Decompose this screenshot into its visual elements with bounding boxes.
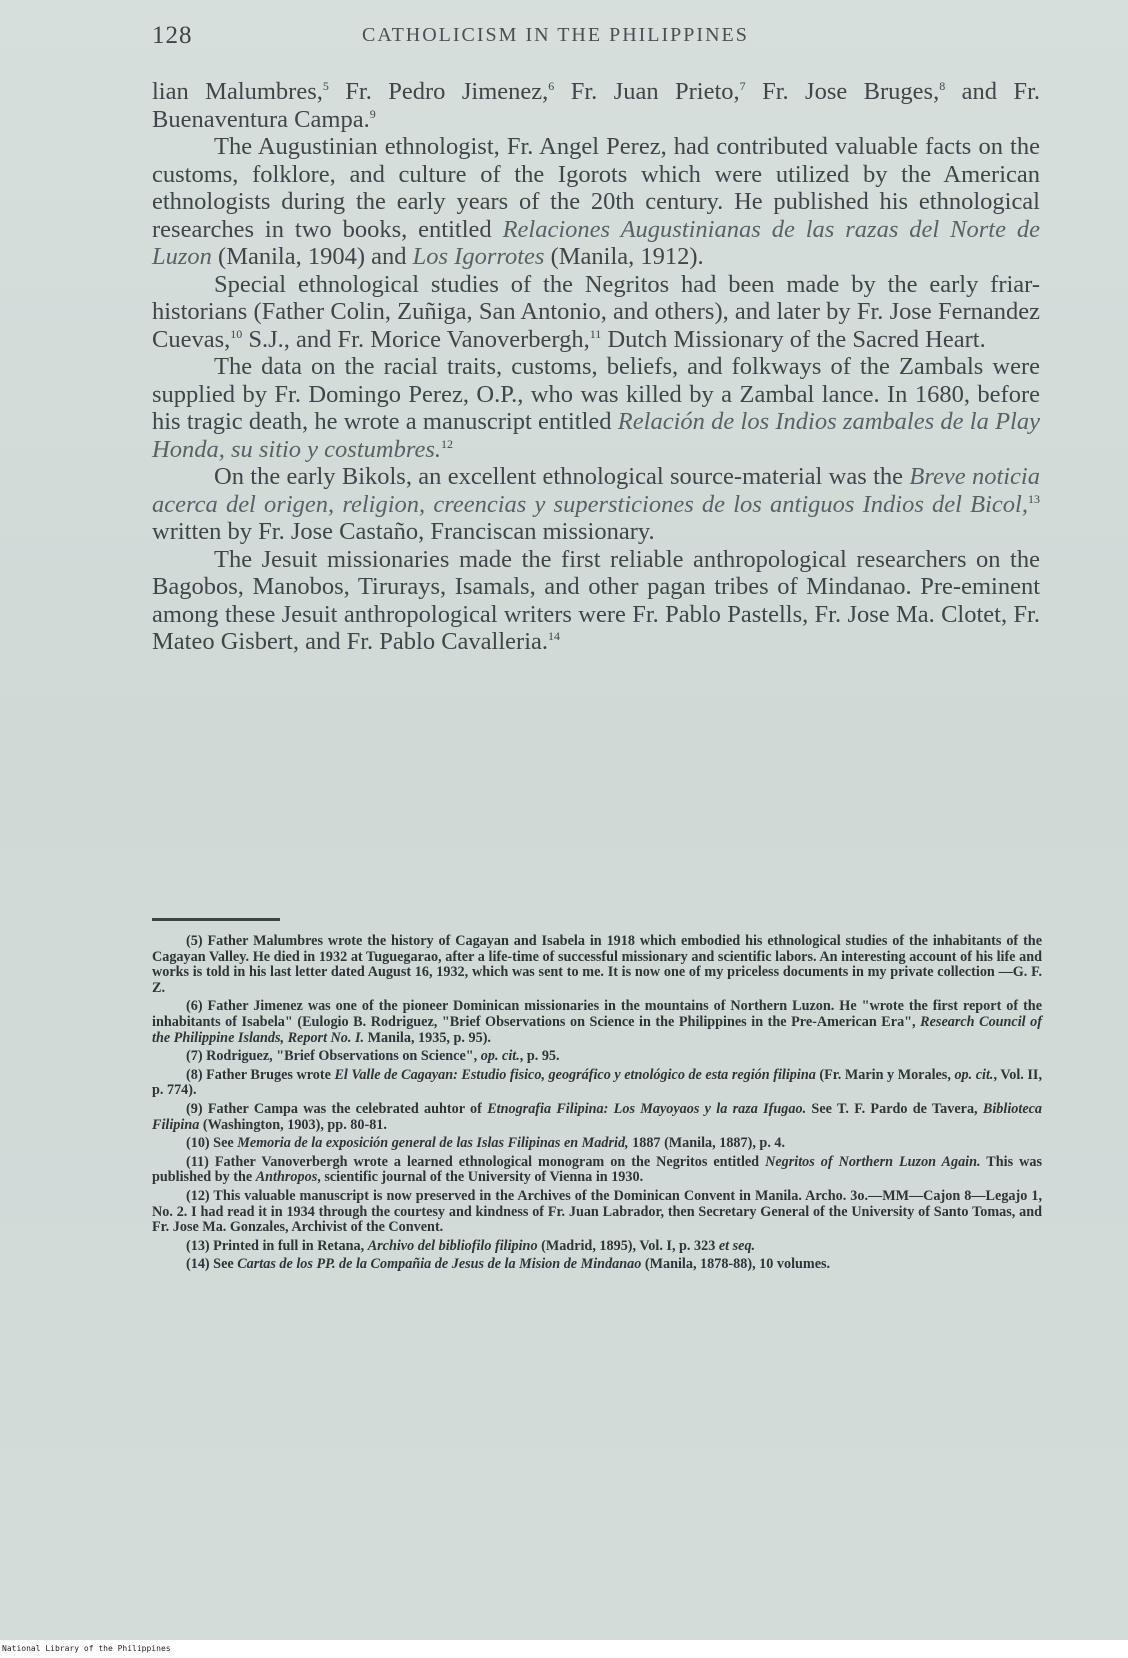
footnote-ref: 12 [441, 436, 453, 451]
text-run: (13) Printed in full in Retana, [186, 1237, 368, 1254]
text-run: lian Malumbres, [152, 78, 323, 105]
text-run: The Augustinian ethnologist, Fr. Angel Perez, had contributed valuable facts on the customs, folklore, and culture of the Igorots which were utilized by the American ethnologists during the early years of the 20th century. He published his ethnological researches in two books, entitled [152, 133, 1040, 243]
citation-title: op. cit. [480, 1048, 520, 1065]
paragraph-5 [152, 463, 1040, 546]
body-text [152, 78, 1040, 656]
text-run: (Manila, 1878-88), 10 volumes. [641, 1256, 831, 1273]
text-run: This was published by the [152, 1153, 1042, 1186]
footnote-ref: 5 [322, 78, 329, 93]
citation-title: El Valle de Cagayan: Estudio fisico, geográfico y etnológico de esta región filipina [334, 1066, 816, 1083]
text-run: S.J., and Fr. Morice Vanoverbergh, [242, 325, 590, 353]
library-credit: National Library of the Philippines [2, 1644, 171, 1653]
book-title: Relaciones Augustinianas de las razas del Norte de Luzon [152, 215, 1041, 270]
footnote-6 [152, 999, 1042, 1046]
footnote-5: (5) Father Malumbres wrote the history of Cagayan and Isabela in 1918 which embodied his ethnological studies of the inhabitants of the Cagayan Valley. He died in 1932 at Tuguegarao, after a life-time of successful missionary and scientific labors. An interesting account of his life and works is told in his last letter dated August 16, 1932, which was sent to me. It is now one of my priceless documents in my private collection —G. F. Z. [152, 933, 1042, 996]
paragraph-1 [152, 78, 1040, 133]
text-run: (11) Father Vanoverbergh wrote a learned ethnological monogram on the Negritos entitled [186, 1153, 766, 1170]
page-number: 128 [152, 22, 193, 49]
footnote-7 [152, 1049, 1042, 1065]
text-run: and Fr. Buenaventura Campa. [152, 78, 1040, 133]
text-run: Fr. Juan Prieto, [554, 78, 740, 105]
text-run: (Manila, 1904) and [211, 243, 413, 270]
citation-title: Negritos of Northern Luzon Again. [765, 1153, 981, 1170]
footnote-ref: 9 [369, 106, 376, 121]
text-run: The Jesuit missionaries made the first reliable anthropological researchers on the Bagobos, Manobos, Tirurays, Isamals, and other pagan tribes of Mindanao. Pre-eminent among these Jesuit anthropological writers were Fr. Pablo Pastells, Fr. Jose Ma. Clotet, Fr. Mateo Gisbert, and Fr. Pablo Cavalleria. [152, 545, 1040, 655]
footnote-ref: 10 [230, 326, 243, 341]
footnotes [152, 934, 1042, 1276]
paragraph-3 [152, 271, 1040, 354]
footnote-ref: 14 [548, 628, 560, 643]
citation-title: et seq. [718, 1237, 756, 1254]
footnote-ref: 11 [589, 326, 602, 341]
book-title: Los Igorrotes [412, 243, 545, 270]
footnote-divider [152, 918, 280, 921]
text-run: (10) See [186, 1135, 238, 1152]
text-run: Dutch Missionary of the Sacred Heart. [601, 325, 986, 353]
footnote-ref: 7 [739, 78, 746, 93]
footnote-8 [152, 1068, 1042, 1099]
text-run: See T. F. Pardo de Tavera, [806, 1100, 983, 1117]
footnote-ref: 8 [939, 78, 946, 93]
footnote-ref: 6 [548, 78, 555, 93]
text-run: (Madrid, 1895), Vol. I, p. 323 [537, 1237, 719, 1254]
manuscript-title: Relación de los Indios zambales de la Play Honda, su sitio y costumbres. [152, 408, 1040, 463]
citation-title: Archivo del bibliofilo filipino [367, 1237, 538, 1254]
text-run: (6) Father Jimenez was one of the pioneer Dominican missionaries in the mountains of Northern Luzon. He "wrote the first report of the inhabitants of Isabela" (Eulogio B. Rodriguez, "Brief Observations on Science in the Philippines in the Pre-American Era", [152, 998, 1042, 1030]
citation-title: Biblioteca Filipina [152, 1100, 1043, 1133]
text-run: (14) See [186, 1256, 238, 1273]
text-run: written by Fr. Jose Castaño, Franciscan missionary. [152, 518, 655, 545]
citation-title: Anthropos [255, 1169, 318, 1186]
paragraph-6 [152, 546, 1040, 656]
text-run: , Vol. II, p. 774). [152, 1066, 1042, 1099]
footnote-12: (12) This valuable manuscript is now preserved in the Archives of the Dominican Convent in Manila. Archo. 3o.—MM—Cajon 8—Legajo 1, No. 2. I had read it in 1934 through the courtesy and kindness of Fr. Juan Labrador, then Secretary General of the University of Santo Tomas, and Fr. Jose Ma. Gonzales, Archivist of the Convent. [152, 1187, 1042, 1236]
footnote-ref: 13 [1028, 491, 1040, 506]
citation-title: Research Council of the Philippine Islands, Report No. I. [152, 1013, 1042, 1046]
text-run: (9) Father Campa was the celebrated auhtor of [186, 1100, 488, 1117]
text-run: (8) Father Bruges wrote [186, 1066, 335, 1083]
running-title: CATHOLICISM IN THE PHILIPPINES [362, 24, 749, 46]
footnote-10 [152, 1136, 1042, 1152]
text-run: (Fr. Marin y Morales, [815, 1066, 955, 1083]
footnote-11 [152, 1155, 1042, 1186]
text-run: On the early Bikols, an excellent ethnological source-material was the [214, 463, 910, 490]
page-header [152, 22, 1042, 56]
text-run: (7) Rodriguez, "Brief Observations on Science", [186, 1048, 481, 1065]
book-title: Breve noticia acerca del origen, religion, creencias y supersticiones de los antiguos Indios del Bicol, [152, 463, 1040, 518]
paragraph-2 [152, 133, 1040, 271]
text-run: The data on the racial traits, customs, beliefs, and folkways of the Zambals were supplied by Fr. Domingo Perez, O.P., who was killed by a Zambal lance. In 1680, before his tragic death, he wrote a manuscript entitled [152, 353, 1040, 435]
citation-title: Etnografia Filipina: Los Mayoyaos y la raza Ifugao. [487, 1100, 807, 1117]
text-run: (Manila, 1912). [544, 243, 704, 270]
text-run: , scientific journal of the University of Vienna in 1930. [317, 1169, 644, 1186]
text-run: Special ethnological studies of the Negritos had been made by the early friar-historians (Father Colin, Zuñiga, San Antonio, and others), and later by Fr. Jose Fernandez Cuevas, [152, 270, 1040, 353]
text-run: , p. 95. [519, 1048, 560, 1065]
footnote-14 [152, 1257, 1042, 1273]
citation-title: Cartas de los PP. de la Compañia de Jesus de la Mision de Mindanao [237, 1256, 642, 1273]
text-run: 1887 (Manila, 1887), p. 4. [628, 1135, 786, 1152]
paragraph-4 [152, 353, 1040, 463]
citation-title: op. cit. [954, 1066, 994, 1083]
footnote-9 [152, 1102, 1042, 1133]
text-run: Fr. Jose Bruges, [745, 78, 940, 105]
text-run: Fr. Pedro Jimenez, [328, 78, 549, 105]
text-run: (Washington, 1903), pp. 80-81. [199, 1116, 387, 1133]
citation-title: Memoria de la exposición general de las Islas Filipinas en Madrid, [237, 1135, 629, 1152]
footnote-13 [152, 1239, 1042, 1255]
text-run: Manila, 1935, p. 95). [364, 1029, 491, 1046]
